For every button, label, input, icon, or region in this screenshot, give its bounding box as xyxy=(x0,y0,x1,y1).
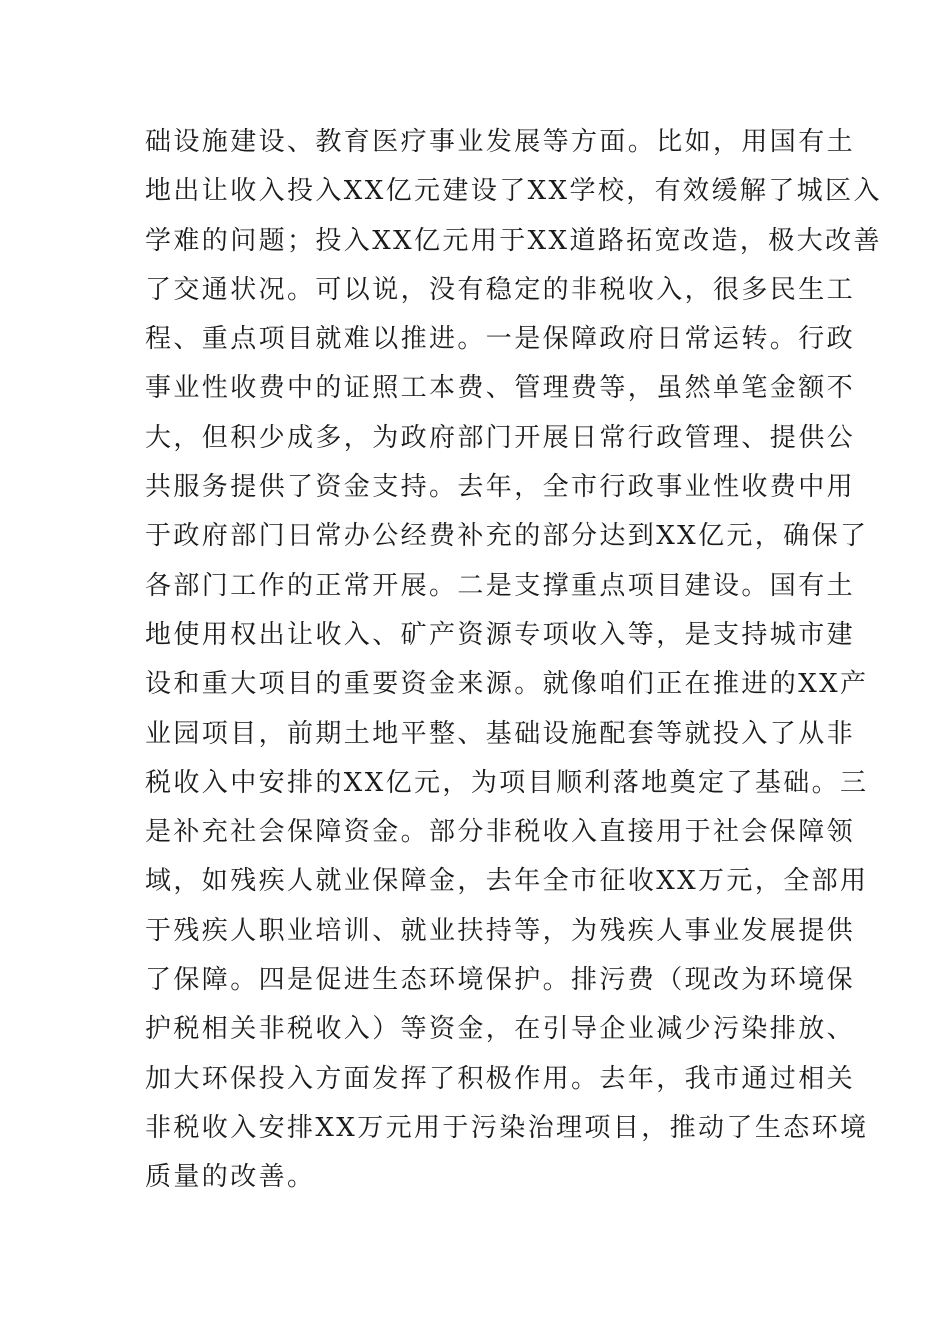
text-line: 于残疾人职业培训、就业扶持等，为残疾人事业发展提供 xyxy=(145,915,856,946)
text-line: 础设施建设、教育医疗事业发展等方面。比如，用国有土 xyxy=(145,127,856,157)
text-line: 业园项目，前期土地平整、基础设施配套等就投入了从非 xyxy=(145,718,856,749)
text-line: 共服务提供了资金支持。去年，全市行政事业性收费中用 xyxy=(145,472,856,503)
text-line: 了保障。四是促进生态环境保护。排污费（现改为环境保 xyxy=(145,965,856,996)
text-line: 加大环保投入方面发挥了积极作用。去年，我市通过相关 xyxy=(145,1063,856,1094)
text-line: 于政府部门日常办公经费补充的部分达到XX亿元，确保了 xyxy=(145,521,869,552)
text-line: 设和重大项目的重要资金来源。就像咱们正在推进的XX产 xyxy=(145,669,869,700)
text-line: 事业性收费中的证照工本费、管理费等，虽然单笔金额不 xyxy=(145,373,856,404)
text-line: 护税相关非税收入）等资金，在引导企业减少污染排放、 xyxy=(145,1014,856,1045)
body-paragraph xyxy=(145,118,882,1203)
text-line: 非税收入安排XX万元用于污染治理项目，推动了生态环境 xyxy=(145,1112,869,1143)
text-line: 是补充社会保障资金。部分非税收入直接用于社会保障领 xyxy=(145,817,856,848)
text-line: 了交通状况。可以说，没有稳定的非税收入，很多民生工 xyxy=(145,274,856,305)
text-line: 质量的改善。 xyxy=(145,1162,316,1193)
text-line: 地使用权出让收入、矿产资源专项收入等，是支持城市建 xyxy=(145,619,856,650)
text-line: 地出让收入投入XX亿元建设了XX学校，有效缓解了城区入 xyxy=(145,176,882,207)
text-line: 大，但积少成多，为政府部门开展日常行政管理、提供公 xyxy=(145,422,856,453)
text-line: 程、重点项目就难以推进。一是保障政府日常运转。行政 xyxy=(145,324,856,355)
text-line: 域，如残疾人就业保障金，去年全市征收XX万元，全部用 xyxy=(145,866,869,897)
text-line: 学难的问题；投入XX亿元用于XX道路拓宽改造，极大改善 xyxy=(145,225,882,256)
text-line: 各部门工作的正常开展。二是支撑重点项目建设。国有土 xyxy=(145,570,856,601)
text-line: 税收入中安排的XX亿元，为项目顺利落地奠定了基础。三 xyxy=(145,767,869,798)
